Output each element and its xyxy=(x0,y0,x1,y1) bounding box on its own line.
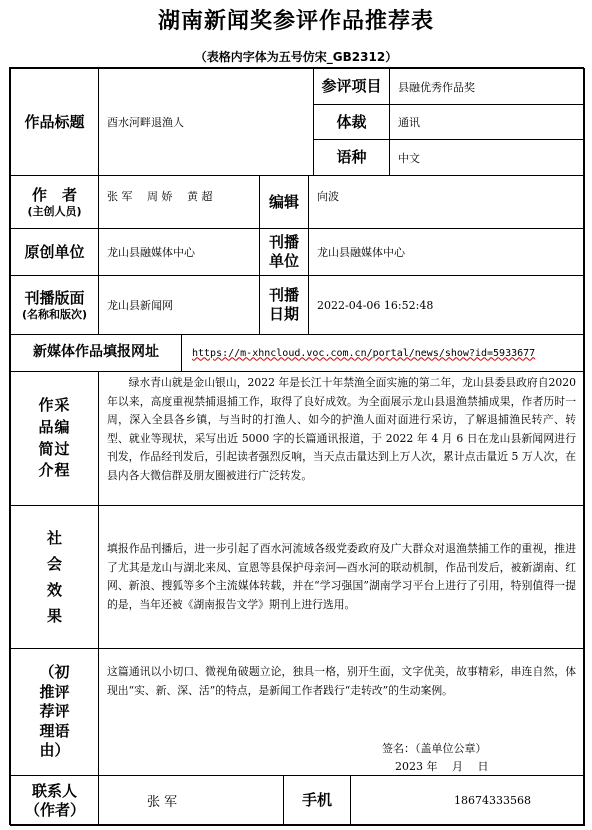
form-subtitle: （表格内字体为五号仿宋_GB2312） xyxy=(194,50,398,64)
label-author-note: (主创人员) xyxy=(27,204,82,218)
label-category: 参评项目 xyxy=(313,68,390,105)
label-author xyxy=(10,175,99,229)
label-publish-page xyxy=(10,275,99,335)
label-intro-text: 作采品编简过介程 xyxy=(38,396,71,480)
label-contact: 联系人（作者） xyxy=(10,775,99,826)
recommend-paragraph: 这篇通讯以小切口、微视角破题立论，独具一格，别开生面，文字优美，故事精彩，串连自然，体现出“实、新、深、活”的特点，是新闻工作者践行“走转改”的生动案例。 xyxy=(107,665,576,697)
value-contact: 张 军 xyxy=(98,775,284,826)
value-publish-page: 龙山县新闻网 xyxy=(98,275,260,335)
value-publish-date: 2022-04-06 16:52:48 xyxy=(308,275,585,335)
form-title: 湖南新闻奖参评作品推荐表 xyxy=(157,9,434,34)
value-category: 县融优秀作品奖 xyxy=(389,68,585,105)
label-language: 语种 xyxy=(313,139,390,176)
label-recommend-text: （初推评荐评理语由） xyxy=(39,663,70,760)
value-phone: 18674333568 xyxy=(350,775,585,826)
label-recommend xyxy=(10,648,99,776)
value-new-media-url[interactable] xyxy=(181,334,585,372)
label-intro xyxy=(10,371,99,506)
value-origin-unit: 龙山县融媒体中心 xyxy=(98,228,260,276)
label-genre: 体裁 xyxy=(313,104,390,140)
label-social-effect-text: 社会效果 xyxy=(46,528,62,626)
value-publish-unit: 龙山县融媒体中心 xyxy=(308,228,585,276)
label-new-media-url: 新媒体作品填报网址 xyxy=(10,334,182,372)
date-line: 2023 年 月 日 xyxy=(395,760,489,773)
signature-line: 签名：（盖单位公章） xyxy=(382,742,487,755)
intro-paragraph: 绿水青山就是金山银山，2022 年是长江十年禁渔全面实施的第二年，龙山县委县政府自2020 年以来，高度重视禁捕退捕工作，取得了良好成效。为全面展示龙山县退渔禁捕成果，作者历时一周，深入全县各乡镇，与当时的打渔人、如今的护渔人面对面进行采访，了解退捕渔民转产、转型、就业等现状，采写出近 5000 字的长篇通讯报道，于 2022 年 4 月 6 日在龙山县新闻网进行刊发，作品经刊发后，引起读者强烈反响，当天点击量达到上万人次，累计点击量近 5 万人次，在县内各大微信群及朋友圈被进行广泛转发。 xyxy=(107,376,576,482)
label-origin-unit: 原创单位 xyxy=(10,228,99,276)
value-work-title: 酉水河畔退渔人 xyxy=(98,68,314,176)
label-publish-page-note: (名称和版次) xyxy=(21,307,88,321)
label-work-title: 作品标题 xyxy=(10,68,99,176)
label-publish-date: 刊播日期 xyxy=(259,275,309,335)
social-effect-paragraph: 填报作品刊播后，进一步引起了酉水河流域各级党委政府及广大群众对退渔禁捕工作的重视，推进了尤其是龙山与湖北来凤、宣恩等县保护母亲河—酉水河的联动机制，作品刊发后，被新湖南、红网、新浪、搜狐等多个主流媒体转载，并在“学习强国”湖南学习平台上进行了引用，特别值得一提的是，当年还被《湖南报告文学》期刊上进行选用。 xyxy=(107,542,576,611)
label-author-text: 作 者 xyxy=(31,185,77,204)
label-phone: 手机 xyxy=(283,775,351,826)
value-social-effect xyxy=(98,505,585,649)
value-editor: 向波 xyxy=(308,175,585,229)
value-language: 中文 xyxy=(389,139,585,176)
value-intro xyxy=(98,371,585,506)
form-table xyxy=(9,67,584,825)
label-social-effect xyxy=(10,505,99,649)
value-recommend xyxy=(98,648,585,776)
label-publish-unit: 刊播单位 xyxy=(259,228,309,276)
label-editor: 编辑 xyxy=(259,175,309,229)
value-genre: 通讯 xyxy=(389,104,585,140)
value-authors: 张 军 周 娇 黄 超 xyxy=(98,175,260,229)
new-media-url-link[interactable]: https://m-xhncloud.voc.com.cn/portal/news/show?id=5933677 xyxy=(192,347,536,359)
label-publish-page-text: 刊播版面 xyxy=(24,288,85,307)
